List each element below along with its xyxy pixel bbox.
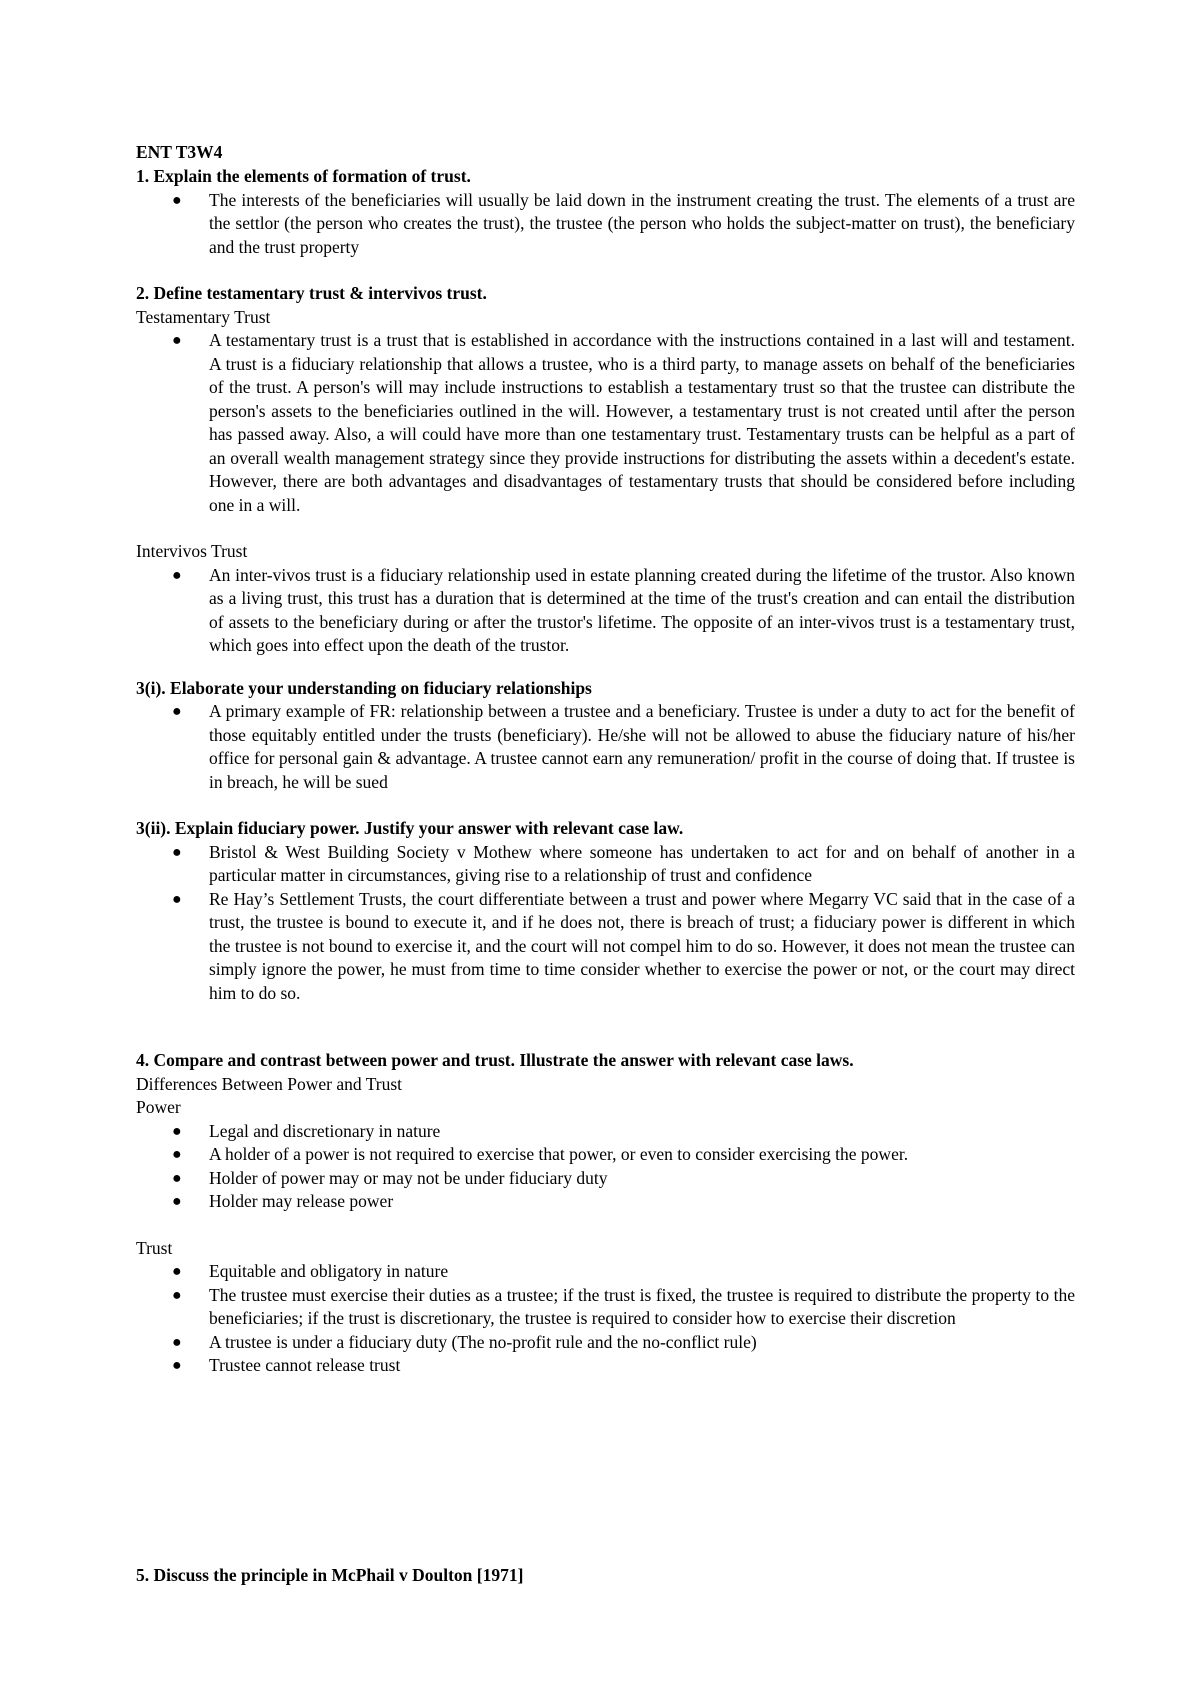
bullet-icon: ● (172, 1357, 182, 1374)
question-3ii-list (136, 841, 1075, 1006)
bullet-icon: ● (172, 1333, 182, 1351)
list-item: ● The trustee must exercise their duties as a trustee; if the trust is fixed, the trustee is required to distribute the property to the beneficiaries; if the trust is discretionary, the trustee is required to consider how to exercise their discretion (172, 1284, 1075, 1328)
list-item: ● Holder may release power (136, 1190, 1075, 1214)
bullet-icon: ● (172, 703, 182, 720)
power-list (136, 1120, 1075, 1214)
bullet-icon: ● (172, 191, 182, 209)
list-item: ● An inter-vivos trust is a fiduciary relationship used in estate planning created during the lifetime of the trustor. Also known as a living trust, this trust has a duration that is determined at the time of the trust's creation and can entail the distribution of assets to the beneficiary during or after the trustor's lifetime. The opposite of an inter-vivos trust is a testamentary trust, which goes into effect upon the death of the trustor. (172, 564, 1075, 655)
bullet-icon: ● (172, 1122, 182, 1140)
differences-subtitle: Differences Between Power and Trust (136, 1073, 403, 1094)
bullet-icon: ● (172, 843, 182, 861)
bullet-icon: ● (172, 890, 182, 908)
list-item: ● The interests of the beneficiaries will usually be laid down in the instrument creating the trust. The elements of a trust are the settlor (the person who creates the trust), the trustee (the person who holds the subject-matter on trust), the beneficiary and the trust property (172, 189, 1075, 257)
question-3ii-heading: 3(ii). Explain fiduciary power. Justify your answer with relevant case law. (136, 818, 684, 838)
bullet-icon: ● (172, 332, 182, 349)
intervivos-trust-list (136, 564, 1075, 658)
testamentary-trust-label: Testamentary Trust (136, 306, 271, 327)
bullet-icon: ● (172, 566, 182, 584)
question-4-heading: 4. Compare and contrast between power and trust. Illustrate the answer with relevant case laws. (136, 1050, 854, 1070)
list-item: ● A primary example of FR: relationship between a trustee and a beneficiary. Trustee is under a duty to act for the benefit of those equitably entitled under the trusts (beneficiary). He/she will not be allowed to abuse the fiduciary nature of his/her office for personal gain & advantage. A trustee cannot earn any remuneration/ profit in the course of doing that. If trustee is in breach, he will be sued (172, 701, 1075, 792)
list-item: ● A trustee is under a fiduciary duty (The no-profit rule and the no-conflict rule) (136, 1331, 1075, 1355)
list-item: ● Equitable and obligatory in nature (136, 1260, 1075, 1284)
power-label: Power (136, 1097, 181, 1117)
intervivos-trust-label: Intervivos Trust (136, 541, 248, 561)
list-item: ● A testamentary trust is a trust that is established in accordance with the instructions contained in a last will and testament. A trust is a fiduciary relationship that allows a trustee, who is a third party, to manage assets on behalf of the beneficiaries of the trust. A person's will may include instructions to establish a testamentary trust so that the trustee can distribute the person's assets to the beneficiaries outlined in the will. However, a testamentary trust is not created until after the person has passed away. Also, a will could have more than one testamentary trust. Testamentary trusts can be helpful as a part of an overall wealth management strategy since they provide instructions for distributing the assets within a decedent's estate. However, there are both advantages and disadvantages of testamentary trusts that should be considered before including one in a will. (172, 330, 1075, 515)
list-item: ● Re Hay’s Settlement Trusts, the court differentiate between a trust and power where Megarry VC said that in the case of a trust, the trustee is bound to execute it, and if he does not, there is breach of trust; a fiduciary power is different in which the trustee is not bound to exercise it, and the court will not compel him to do so. However, it does not mean the trustee can simply ignore the power, he must from time to time consider whether to exercise the power or not, or the court may direct him to do so. (172, 888, 1075, 1003)
trust-label: Trust (136, 1237, 173, 1258)
question-3i-heading: 3(i). Elaborate your understanding on fiduciary relationships (136, 677, 592, 698)
question-5-heading: 5. Discuss the principle in McPhail v Doulton [1971] (136, 1564, 524, 1585)
question-2-heading: 2. Define testamentary trust & intervivos trust. (136, 283, 487, 303)
list-item: ● Holder of power may or may not be under fiduciary duty (136, 1167, 1075, 1191)
bullet-icon: ● (172, 1193, 182, 1210)
list-item: ● Trustee cannot release trust (136, 1354, 1075, 1378)
document-page (136, 141, 1075, 1587)
bullet-icon: ● (172, 1263, 182, 1280)
question-3i-list (136, 700, 1075, 794)
list-item: ● A holder of a power is not required to exercise that power, or even to consider exercising the power. (136, 1143, 1075, 1167)
bullet-icon: ● (172, 1146, 182, 1163)
list-item: ● Bristol & West Building Society v Mothew where someone has undertaken to act for and on behalf of another in a particular matter in circumstances, giving rise to a relationship of trust and confidence (172, 841, 1075, 885)
bullet-icon: ● (172, 1169, 182, 1187)
list-item: ● Legal and discretionary in nature (136, 1120, 1075, 1144)
question-1-list (136, 189, 1075, 260)
trust-list (136, 1260, 1075, 1378)
bullet-icon: ● (172, 1286, 182, 1304)
question-1-heading: 1. Explain the elements of formation of trust. (136, 166, 471, 186)
testamentary-trust-list (136, 329, 1075, 517)
document-title: ENT T3W4 (136, 142, 223, 162)
